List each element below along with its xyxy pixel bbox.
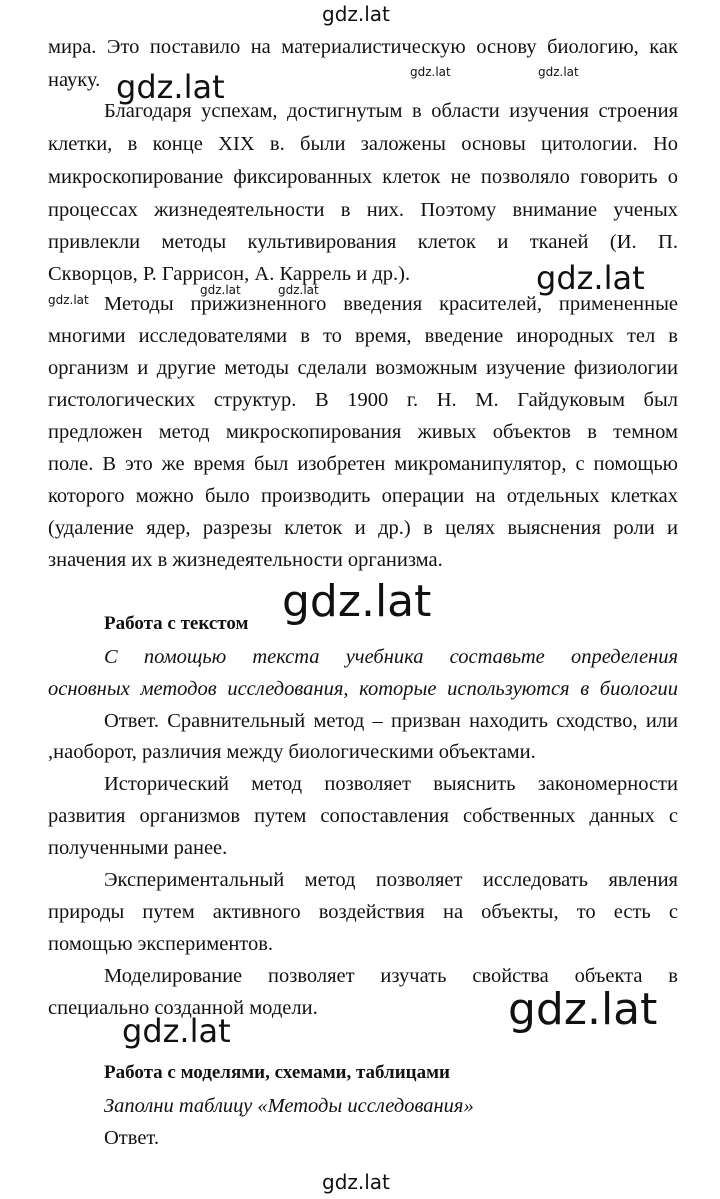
answer-text: Ответ. Сравнительный метод – призван находить сходство, или bbox=[104, 710, 678, 732]
section-heading: Работа с текстом bbox=[104, 613, 249, 634]
text-line: значения их в жизнедеятельности организма. bbox=[48, 549, 443, 571]
watermark-footer: gdz.lat bbox=[322, 1170, 390, 1194]
answer-text: Ответ. bbox=[104, 1127, 159, 1149]
answer-text: Моделирование позволяет изучать свойства объекта в bbox=[104, 965, 678, 987]
answer-text: Экспериментальный метод позволяет исследовать явления bbox=[104, 869, 678, 891]
text-line: (удаление ядер, разрезы клеток и др.) в целях выяснения роли и bbox=[48, 517, 678, 539]
text-line: науку. bbox=[48, 69, 101, 91]
task-text: Заполни таблицу «Методы исследования» bbox=[104, 1095, 474, 1117]
text-line: предложен метод микроскопирования живых объектов в темном bbox=[48, 421, 678, 443]
text-line: многими исследователями в то время, введение инородных тел в bbox=[48, 325, 678, 347]
answer-text: специально созданной модели. bbox=[48, 997, 318, 1019]
answer-text: ,наоборот, различия между биологическими объектами. bbox=[48, 741, 536, 763]
answer-text: природы путем активного воздействия на объекты, то есть с bbox=[48, 901, 678, 923]
text-line: Скворцов, Р. Гаррисон, А. Каррель и др.). bbox=[48, 263, 411, 285]
text-line: микроскопирование фиксированных клеток не позволяло говорить о bbox=[48, 166, 678, 188]
watermark: gdz.lat bbox=[410, 65, 451, 79]
watermark: gdz.lat bbox=[536, 259, 645, 297]
watermark: gdz.lat bbox=[48, 293, 89, 307]
text-line: привлекли методы культивирования клеток и тканей (И. П. bbox=[48, 231, 678, 253]
section-heading: Работа с моделями, схемами, таблицами bbox=[104, 1062, 450, 1083]
watermark: gdz.lat bbox=[508, 984, 658, 1035]
answer-text: развития организмов путем сопоставления собственных данных с bbox=[48, 805, 678, 827]
watermark: gdz.lat bbox=[538, 65, 579, 79]
text-line: Методы прижизненного введения красителей, примененные bbox=[104, 293, 678, 315]
watermark: gdz.lat bbox=[116, 68, 225, 106]
text-line: гистологических структур. В 1900 г. Н. М. Гайдуковым был bbox=[48, 389, 678, 411]
text-line: Благодаря успехам, достигнутым в области изучения строения bbox=[104, 100, 678, 122]
answer-text: помощью экспериментов. bbox=[48, 933, 274, 955]
text-line: клетки, в конце XIX в. были заложены основы цитологии. Но bbox=[48, 133, 678, 155]
text-line: которого можно было производить операции на отдельных клетках bbox=[48, 485, 678, 507]
watermark: gdz.lat bbox=[278, 283, 319, 297]
watermark: gdz.lat bbox=[122, 1012, 231, 1050]
watermark: gdz.lat bbox=[200, 283, 241, 297]
text-line: процессах жизнедеятельности в них. Поэтому внимание ученых bbox=[48, 199, 678, 221]
task-text: основных методов исследования, которые используются в биологии bbox=[48, 678, 678, 700]
text-line: поле. В это же время был изобретен микроманипулятор, с помощью bbox=[48, 453, 678, 475]
watermark-header: gdz.lat bbox=[322, 2, 390, 26]
answer-text: Исторический метод позволяет выяснить закономерности bbox=[104, 773, 678, 795]
text-line: мира. Это поставило на материалистическую основу биологию, как bbox=[48, 36, 678, 58]
watermark: gdz.lat bbox=[282, 576, 432, 627]
task-text: С помощью текста учебника составьте определения bbox=[104, 646, 678, 668]
answer-text: полученными ранее. bbox=[48, 837, 228, 859]
text-line: организм и другие методы сделали возможным изучение физиологии bbox=[48, 357, 678, 379]
